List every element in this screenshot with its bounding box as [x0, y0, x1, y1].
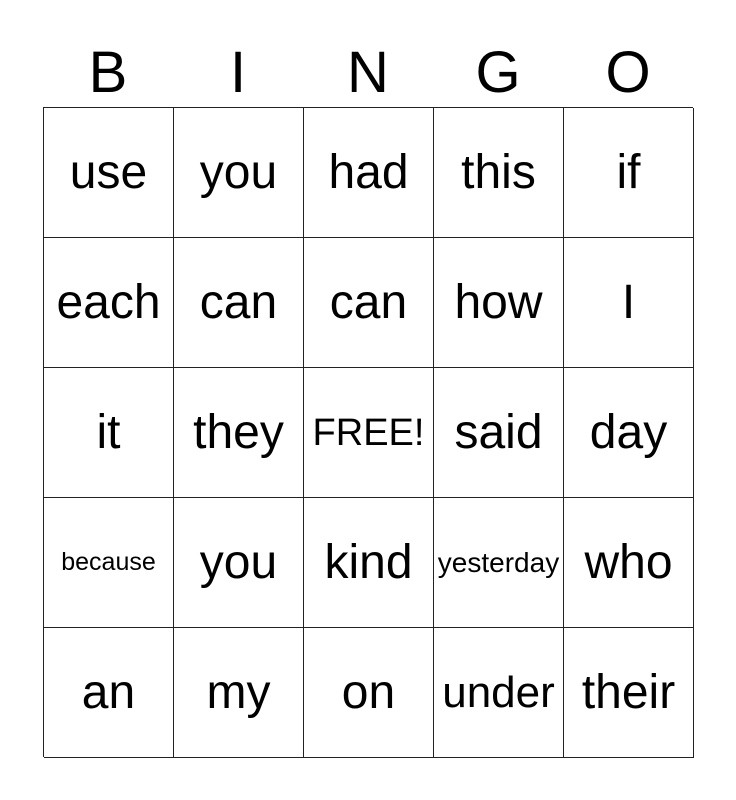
bingo-cell[interactable]: under — [434, 628, 564, 758]
bingo-cell[interactable]: an — [44, 628, 174, 758]
bingo-cell[interactable]: day — [564, 368, 694, 498]
bingo-cell[interactable]: you — [174, 108, 304, 238]
bingo-cell[interactable]: can — [174, 238, 304, 368]
bingo-cell[interactable]: I — [564, 238, 694, 368]
bingo-cell[interactable]: use — [44, 108, 174, 238]
bingo-board — [43, 107, 693, 757]
bingo-cell[interactable]: kind — [304, 498, 434, 628]
header-letter-g: G — [475, 40, 521, 105]
bingo-cell[interactable]: had — [304, 108, 434, 238]
bingo-cell[interactable]: their — [564, 628, 694, 758]
bingo-cell[interactable]: who — [564, 498, 694, 628]
bingo-cell[interactable]: they — [174, 368, 304, 498]
bingo-cell[interactable]: how — [434, 238, 564, 368]
bingo-cell[interactable]: you — [174, 498, 304, 628]
bingo-cell[interactable]: said — [434, 368, 564, 498]
header-letter-o: O — [605, 40, 651, 105]
bingo-cell[interactable]: because — [44, 498, 174, 628]
free-space-cell[interactable]: FREE! — [304, 368, 434, 498]
bingo-cell[interactable]: yesterday — [434, 498, 564, 628]
bingo-cell[interactable]: this — [434, 108, 564, 238]
bingo-cell[interactable]: if — [564, 108, 694, 238]
bingo-cell[interactable]: my — [174, 628, 304, 758]
bingo-header — [43, 38, 693, 108]
bingo-cell[interactable]: each — [44, 238, 174, 368]
header-letter-b: B — [88, 40, 128, 105]
bingo-cell[interactable]: on — [304, 628, 434, 758]
bingo-cell[interactable]: can — [304, 238, 434, 368]
header-letter-n: N — [347, 40, 389, 105]
bingo-cell[interactable]: it — [44, 368, 174, 498]
header-letter-i: I — [229, 40, 247, 105]
